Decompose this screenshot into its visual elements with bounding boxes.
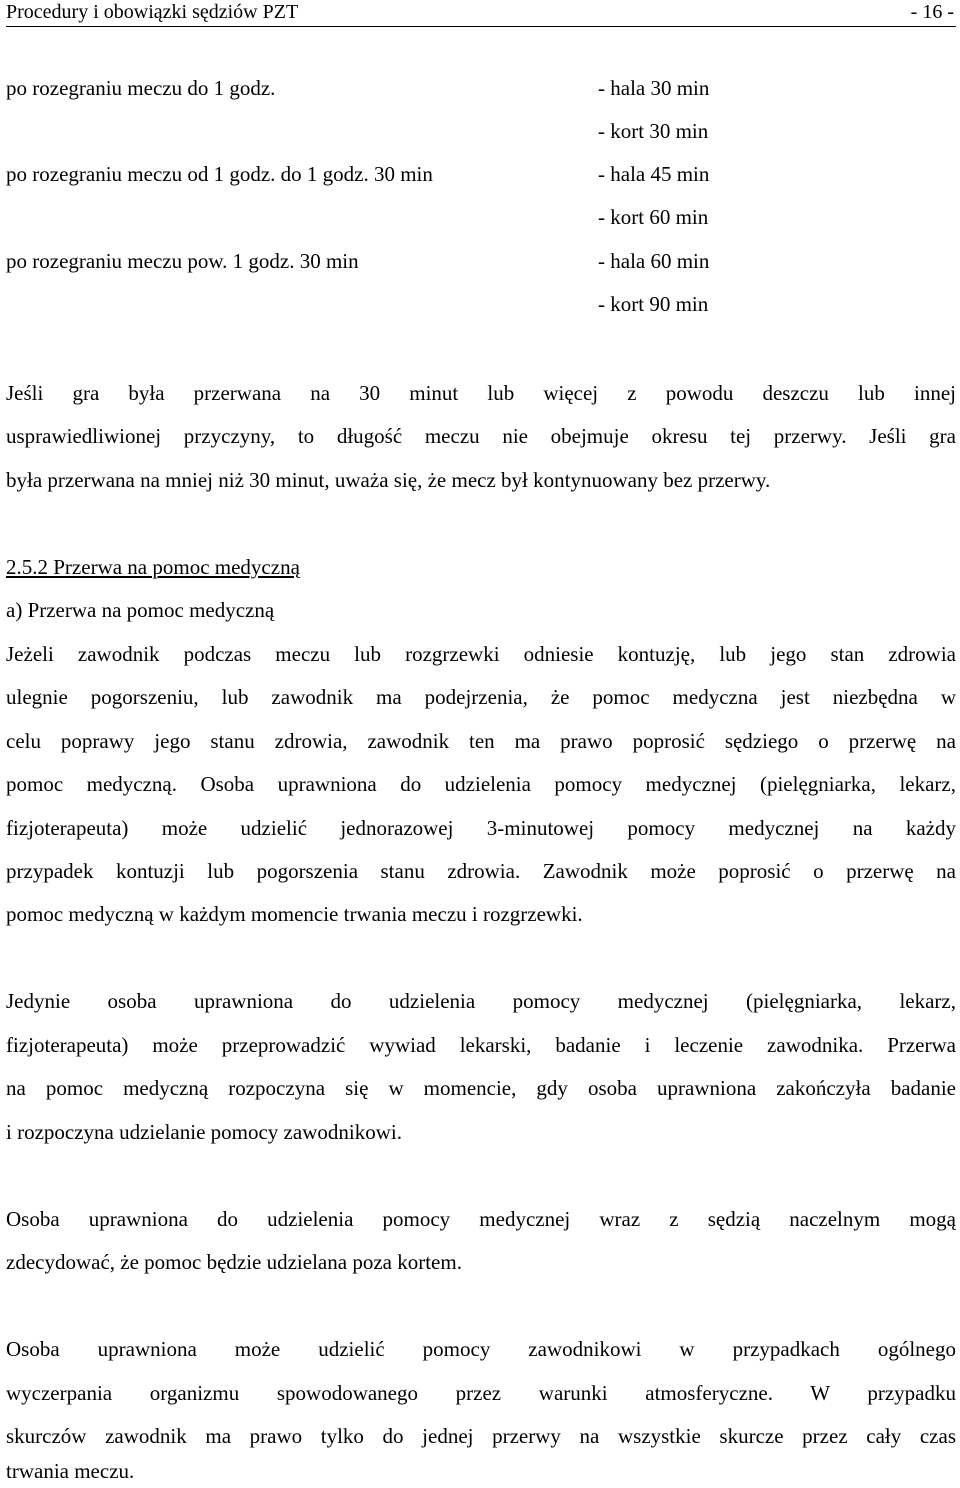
paragraph-line: przypadek kontuzji lub pogorszenia stanu zdrowia. Zawodnik może poprosić o przerwę na bbox=[6, 859, 956, 883]
break-court: - kort 30 min bbox=[598, 119, 709, 143]
section-subheading: a) Przerwa na pomoc medyczną bbox=[6, 598, 275, 622]
paragraph-line: pomoc medyczną w każdym momencie trwania meczu i rozgrzewki. bbox=[6, 902, 583, 926]
paragraph-line: Jedynie osoba uprawniona do udzielenia pomocy medycznej (pielęgniarka, lekarz, bbox=[6, 989, 956, 1013]
paragraph-line: była przerwana na mniej niż 30 minut, uważa się, że mecz był kontynuowany bez przerwy. bbox=[6, 468, 771, 492]
paragraph-line: Osoba uprawniona do udzielenia pomocy medycznej wraz z sędzią naczelnym mogą bbox=[6, 1207, 956, 1231]
paragraph-line: ulegnie pogorszeniu, lub zawodnik ma podejrzenia, że pomoc medyczna jest niezbędna w bbox=[6, 685, 956, 709]
paragraph-line: fizjoterapeuta) może przeprowadzić wywiad lekarski, badanie i leczenie zawodnika. Przerwa bbox=[6, 1033, 956, 1057]
break-hall: - hala 60 min bbox=[598, 249, 710, 273]
paragraph-line: na pomoc medyczną rozpoczyna się w momencie, gdy osoba uprawniona zakończyła badanie bbox=[6, 1076, 956, 1100]
break-hall: - hala 30 min bbox=[598, 76, 710, 100]
page-header bbox=[6, 0, 956, 27]
section-heading: 2.5.2 Przerwa na pomoc medyczną bbox=[6, 555, 300, 579]
paragraph-line: trwania meczu. bbox=[6, 1459, 135, 1483]
paragraph-line: celu poprawy jego stanu zdrowia, zawodnik ten ma prawo poprosić sędziego o przerwę na bbox=[6, 729, 956, 753]
paragraph-line: skurczów zawodnik ma prawo tylko do jednej przerwy na wszystkie skurcze przez cały czas bbox=[6, 1424, 956, 1448]
paragraph-line: fizjoterapeuta) może udzielić jednorazowej 3-minutowej pomocy medycznej na każdy bbox=[6, 816, 956, 840]
paragraph-line: Jeżeli zawodnik podczas meczu lub rozgrzewki odniesie kontuzję, lub jego stan zdrowia bbox=[6, 642, 956, 666]
break-court: - kort 60 min bbox=[598, 205, 709, 229]
break-court: - kort 90 min bbox=[598, 292, 709, 316]
break-condition: po rozegraniu meczu do 1 godz. bbox=[6, 76, 276, 100]
paragraph-line: Osoba uprawniona może udzielić pomocy zawodnikowi w przypadkach ogólnego bbox=[6, 1337, 956, 1361]
paragraph-line: wyczerpania organizmu spowodowanego przez warunki atmosferyczne. W przypadku bbox=[6, 1381, 956, 1405]
paragraph-line: Jeśli gra była przerwana na 30 minut lub więcej z powodu deszczu lub innej bbox=[6, 381, 956, 405]
break-condition: po rozegraniu meczu od 1 godz. do 1 godz. 30 min bbox=[6, 162, 433, 186]
break-hall: - hala 45 min bbox=[598, 162, 710, 186]
break-condition: po rozegraniu meczu pow. 1 godz. 30 min bbox=[6, 249, 359, 273]
paragraph-line: usprawiedliwionej przyczyny, to długość meczu nie obejmuje okresu tej przerwy. Jeśli gra bbox=[6, 424, 956, 448]
paragraph-line: zdecydować, że pomoc będzie udzielana poza kortem. bbox=[6, 1250, 462, 1274]
header-title: Procedury i obowiązki sędziów PZT bbox=[6, 1, 299, 23]
paragraph-line: i rozpoczyna udzielanie pomocy zawodnikowi. bbox=[6, 1120, 402, 1144]
page-number: - 16 - bbox=[910, 1, 954, 23]
paragraph-line: pomoc medyczną. Osoba uprawniona do udzielenia pomocy medycznej (pielęgniarka, lekarz, bbox=[6, 772, 956, 796]
